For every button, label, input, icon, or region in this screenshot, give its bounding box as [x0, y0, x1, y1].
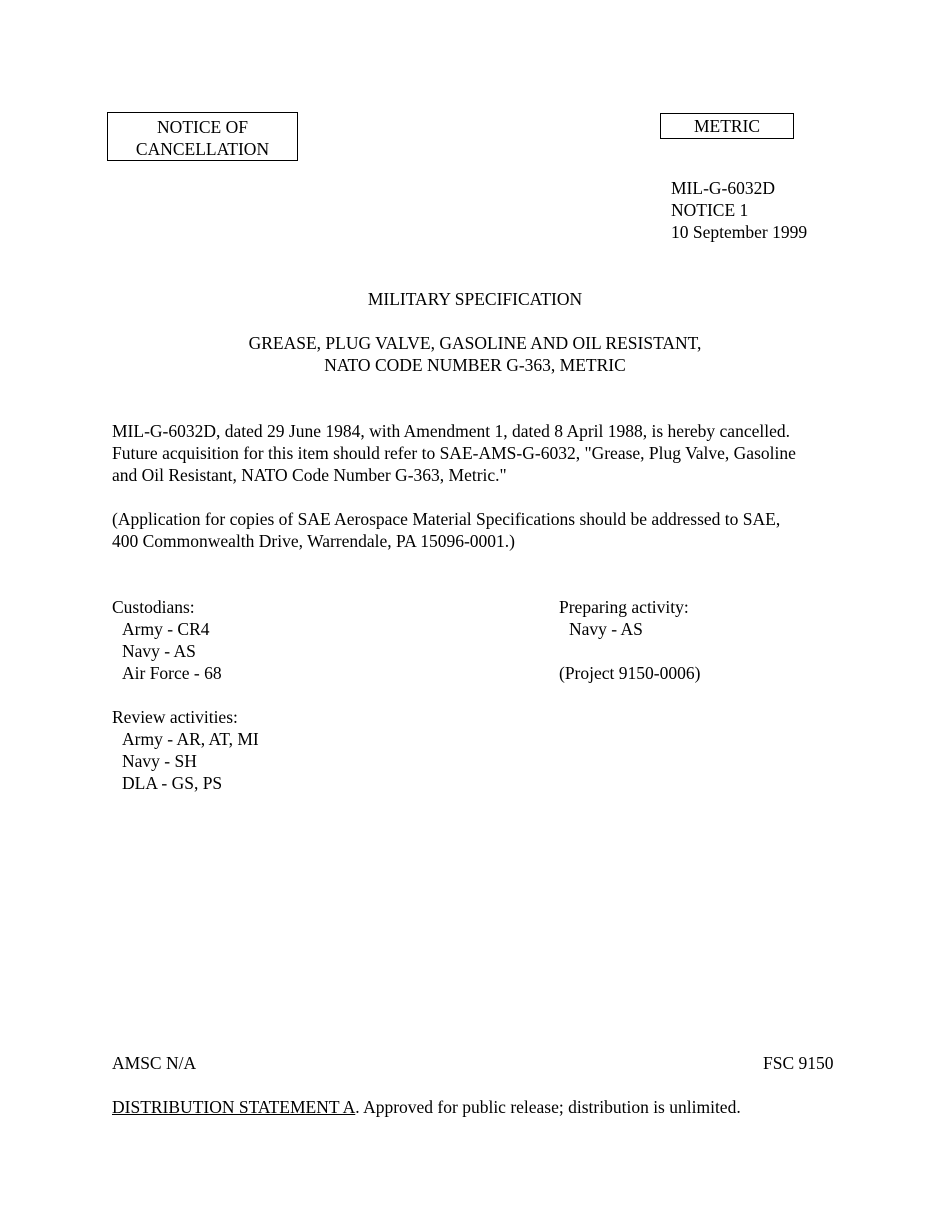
preparing-activity-value: Navy - AS: [569, 619, 643, 639]
review-activity-item: Army - AR, AT, MI: [122, 729, 259, 749]
notice-date: 10 September 1999: [671, 222, 808, 242]
distribution-statement-label: DISTRIBUTION STATEMENT A: [112, 1097, 356, 1117]
notice-box-line-1: NOTICE OF: [157, 117, 248, 137]
document-id-block: [671, 177, 807, 243]
review-activity-item: Navy - SH: [122, 751, 197, 771]
fsc-label: FSC 9150: [763, 1053, 834, 1073]
metric-box: [660, 113, 794, 139]
review-activities-label: Review activities:: [112, 707, 238, 727]
amsc-label: AMSC N/A: [112, 1053, 197, 1073]
specification-heading: MILITARY SPECIFICATION: [367, 289, 583, 309]
spacer: [559, 640, 700, 662]
preparing-activity-label: Preparing activity:: [559, 597, 689, 617]
distribution-statement: [112, 1096, 741, 1118]
custodians-label: Custodians:: [112, 597, 195, 617]
application-line-2: 400 Commonwealth Drive, Warrendale, PA 15096-0001.): [112, 531, 515, 551]
document-number: MIL-G-6032D: [671, 178, 776, 198]
specification-title-line-1: GREASE, PLUG VALVE, GASOLINE AND OIL RESISTANT,: [248, 333, 702, 353]
cancellation-paragraph: [112, 420, 852, 486]
application-paragraph: [112, 508, 852, 552]
metric-label: METRIC: [693, 116, 761, 136]
notice-box-line-2: CANCELLATION: [135, 139, 270, 159]
cancellation-line-1: MIL-G-6032D, dated 29 June 1984, with Amendment 1, dated 8 April 1988, is hereby cancelled.: [112, 421, 790, 441]
cancellation-line-3: and Oil Resistant, NATO Code Number G-363, Metric.": [112, 465, 507, 485]
cancellation-line-2: Future acquisition for this item should refer to SAE-AMS-G-6032, "Grease, Plug Valve, Gasoline: [112, 443, 796, 463]
review-activity-item: DLA - GS, PS: [122, 773, 223, 793]
notice-of-cancellation-box: [107, 112, 298, 161]
application-line-1: (Application for copies of SAE Aerospace Material Specifications should be addressed to SAE,: [112, 509, 781, 529]
custodian-item: Air Force - 68: [122, 663, 222, 683]
distribution-statement-text: . Approved for public release; distribution is unlimited.: [355, 1097, 741, 1117]
custodian-item: Navy - AS: [122, 641, 196, 661]
custodian-item: Army - CR4: [122, 619, 210, 639]
custodians-section: [112, 596, 222, 684]
project-number: (Project 9150-0006): [559, 663, 701, 683]
notice-number: NOTICE 1: [671, 200, 749, 220]
review-activities-section: [112, 706, 259, 794]
specification-title-line-2: NATO CODE NUMBER G-363, METRIC: [324, 355, 626, 375]
preparing-activity-section: [559, 596, 700, 684]
